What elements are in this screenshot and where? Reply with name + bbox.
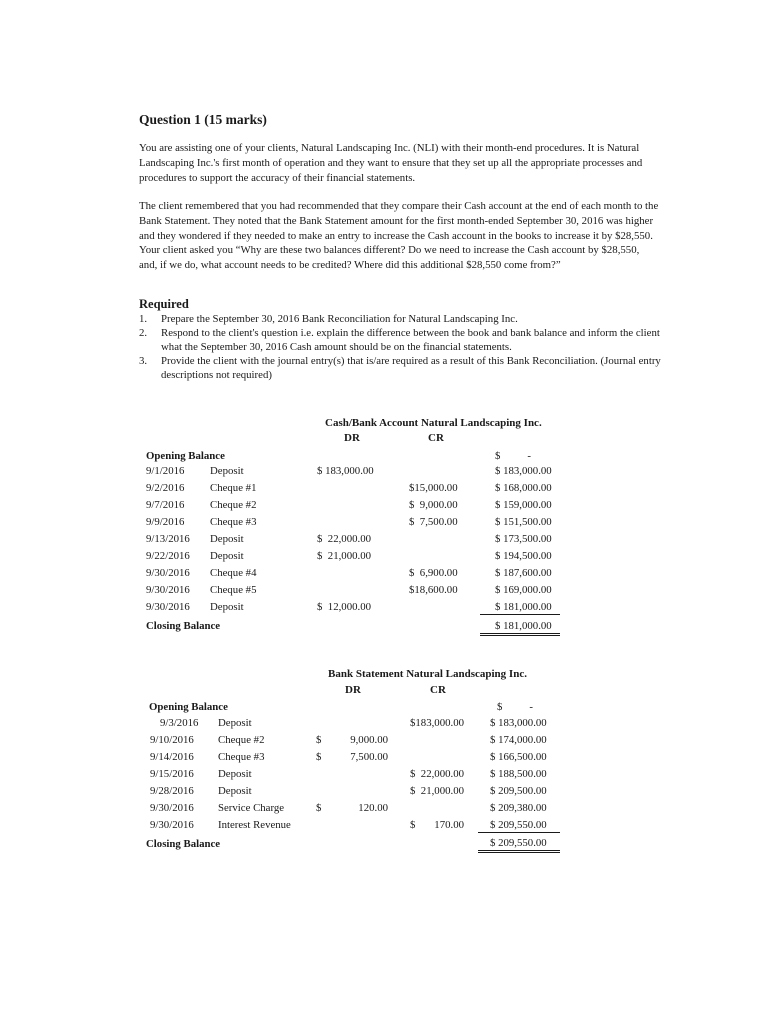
cash-row-desc: Deposit <box>210 465 244 477</box>
cash-opening-value: $ - <box>495 450 531 462</box>
cash-row-desc: Cheque #4 <box>210 567 257 579</box>
bank-row-cr: $ 22,000.00 <box>410 768 464 780</box>
cash-row-cr: $18,600.00 <box>409 584 458 596</box>
cash-closing-value: $ 181,000.00 <box>480 620 560 636</box>
cash-row-date: 9/30/2016 <box>146 567 190 579</box>
bank-row-desc: Deposit <box>218 717 252 729</box>
bank-opening-value: $ - <box>497 701 533 713</box>
cash-row-balance: $ 187,600.00 <box>495 567 552 579</box>
cash-row-desc: Cheque #1 <box>210 482 257 494</box>
bank-row-desc: Deposit <box>218 768 252 780</box>
bank-row-balance: $ 209,500.00 <box>490 785 547 797</box>
bank-row-desc: Service Charge <box>218 802 285 814</box>
cash-dr-header: DR <box>344 432 360 444</box>
cash-row-dr: $ 12,000.00 <box>317 601 371 613</box>
cash-account-title: Cash/Bank Account Natural Landscaping Inc. <box>325 417 542 429</box>
cash-row-date: 9/2/2016 <box>146 482 185 494</box>
bank-row-date: 9/28/2016 <box>150 785 194 797</box>
cash-row-cr: $ 6,900.00 <box>409 567 458 579</box>
required-item-number: 3. <box>139 354 148 367</box>
bank-statement-title: Bank Statement Natural Landscaping Inc. <box>328 668 527 680</box>
bank-row-date: 9/15/2016 <box>150 768 194 780</box>
cash-row-balance: $ 181,000.00 <box>480 601 560 615</box>
cash-row-date: 9/30/2016 <box>146 601 190 613</box>
bank-row-balance: $ 166,500.00 <box>490 751 547 763</box>
required-item <box>139 327 669 355</box>
bank-row-date: 9/10/2016 <box>150 734 194 746</box>
bank-row-dr: 7,500.00 <box>350 751 388 763</box>
bank-row-date: 9/3/2016 <box>160 717 199 729</box>
bank-row-desc: Cheque #2 <box>218 734 265 746</box>
required-item-text: Respond to the client's question i.e. explain the difference between the book and bank balance and inform the client what the September 30, 2016 Cash amount should be on the financial statements. <box>161 326 660 353</box>
bank-row-cr: $ 21,000.00 <box>410 785 464 797</box>
cash-opening-label: Opening Balance <box>146 450 225 462</box>
bank-row-balance: $ 174,000.00 <box>490 734 547 746</box>
cash-row-date: 9/9/2016 <box>146 516 185 528</box>
cash-row-dr: $ 21,000.00 <box>317 550 371 562</box>
required-item <box>139 313 669 327</box>
cash-row-balance: $ 151,500.00 <box>495 516 552 528</box>
bank-opening-label: Opening Balance <box>149 701 228 713</box>
required-list <box>139 313 669 383</box>
required-item-text: Provide the client with the journal entry(s) that is/are required as a result of this Bank Reconciliation. (Journal entry descriptions not required) <box>161 354 661 381</box>
cash-row-desc: Deposit <box>210 550 244 562</box>
cash-row-desc: Cheque #5 <box>210 584 257 596</box>
cash-row-dr: $ 183,000.00 <box>317 465 374 477</box>
cash-closing-label: Closing Balance <box>146 620 221 632</box>
bank-row-desc: Cheque #3 <box>218 751 265 763</box>
bank-row-dr: 9,000.00 <box>350 734 388 746</box>
cash-cr-header: CR <box>428 432 444 444</box>
cash-row-date: 9/30/2016 <box>146 584 190 596</box>
required-item-number: 1. <box>139 313 148 325</box>
cash-row-desc: Cheque #3 <box>210 516 257 528</box>
bank-row-cr: $ 170.00 <box>410 819 464 831</box>
required-item-text: Prepare the September 30, 2016 Bank Reconciliation for Natural Landscaping Inc. <box>161 313 518 325</box>
cash-row-cr: $15,000.00 <box>409 482 458 494</box>
question-paragraph-1: You are assisting one of your clients, Natural Landscaping Inc. (NLI) with their month-end procedures. It is Natural Landscaping Inc.'s first month of operation and they want to ensure that they set up all the appropriate processes and procedures to support the accuracy of their financial statements. <box>139 142 643 184</box>
bank-row-balance: $ 209,380.00 <box>490 802 547 814</box>
cash-row-dr: $ 22,000.00 <box>317 533 371 545</box>
bank-row-date: 9/30/2016 <box>150 819 194 831</box>
question-title: Question 1 (15 marks) <box>139 112 267 127</box>
cash-row-balance: $ 173,500.00 <box>495 533 552 545</box>
required-heading: Required <box>139 297 189 311</box>
bank-row-balance: $ 183,000.00 <box>490 717 547 729</box>
cash-row-balance: $ 183,000.00 <box>495 465 552 477</box>
cash-row-balance: $ 159,000.00 <box>495 499 552 511</box>
required-item <box>139 355 669 383</box>
bank-row-desc: Deposit <box>218 785 252 797</box>
bank-row-dr-symbol: $ <box>316 751 322 763</box>
cash-row-cr: $ 7,500.00 <box>409 516 458 528</box>
cash-row-balance: $ 169,000.00 <box>495 584 552 596</box>
bank-row-desc: Interest Revenue <box>218 819 291 831</box>
cash-row-balance: $ 194,500.00 <box>495 550 552 562</box>
bank-row-cr: $183,000.00 <box>410 717 464 729</box>
cash-row-date: 9/13/2016 <box>146 533 190 545</box>
bank-row-balance: $ 188,500.00 <box>490 768 547 780</box>
bank-row-dr: 120.00 <box>358 802 388 814</box>
cash-row-date: 9/7/2016 <box>146 499 185 511</box>
cash-row-date: 9/1/2016 <box>146 465 185 477</box>
cash-row-desc: Deposit <box>210 601 244 613</box>
cash-row-desc: Deposit <box>210 533 244 545</box>
bank-row-dr-symbol: $ <box>316 802 322 814</box>
required-item-number: 2. <box>139 326 148 339</box>
cash-row-balance: $ 168,000.00 <box>495 482 552 494</box>
question-paragraph-2: The client remembered that you had recommended that they compare their Cash account at the end of each month to the Bank Statement. They noted that the Bank Statement amount for the first month-ended September 30, 2016 was higher and they wondered if they needed to make an entry to increase the Cash account in the books to increase it by $28,550. Your client asked you “Why are these two balances different? Do we need to increase the Cash account by $28,550, and, if we do, what account needs to be credited? Where did this additional $28,550 come from?” <box>139 200 659 272</box>
bank-row-dr-symbol: $ <box>316 734 322 746</box>
bank-row-balance: $ 209,550.00 <box>478 819 560 833</box>
bank-row-date: 9/30/2016 <box>150 802 194 814</box>
bank-closing-value: $ 209,550.00 <box>478 837 560 853</box>
bank-dr-header: DR <box>345 684 361 696</box>
bank-closing-label: Closing Balance <box>146 838 221 850</box>
cash-row-desc: Cheque #2 <box>210 499 257 511</box>
cash-row-date: 9/22/2016 <box>146 550 190 562</box>
bank-cr-header: CR <box>430 684 446 696</box>
bank-row-date: 9/14/2016 <box>150 751 194 763</box>
cash-row-cr: $ 9,000.00 <box>409 499 458 511</box>
